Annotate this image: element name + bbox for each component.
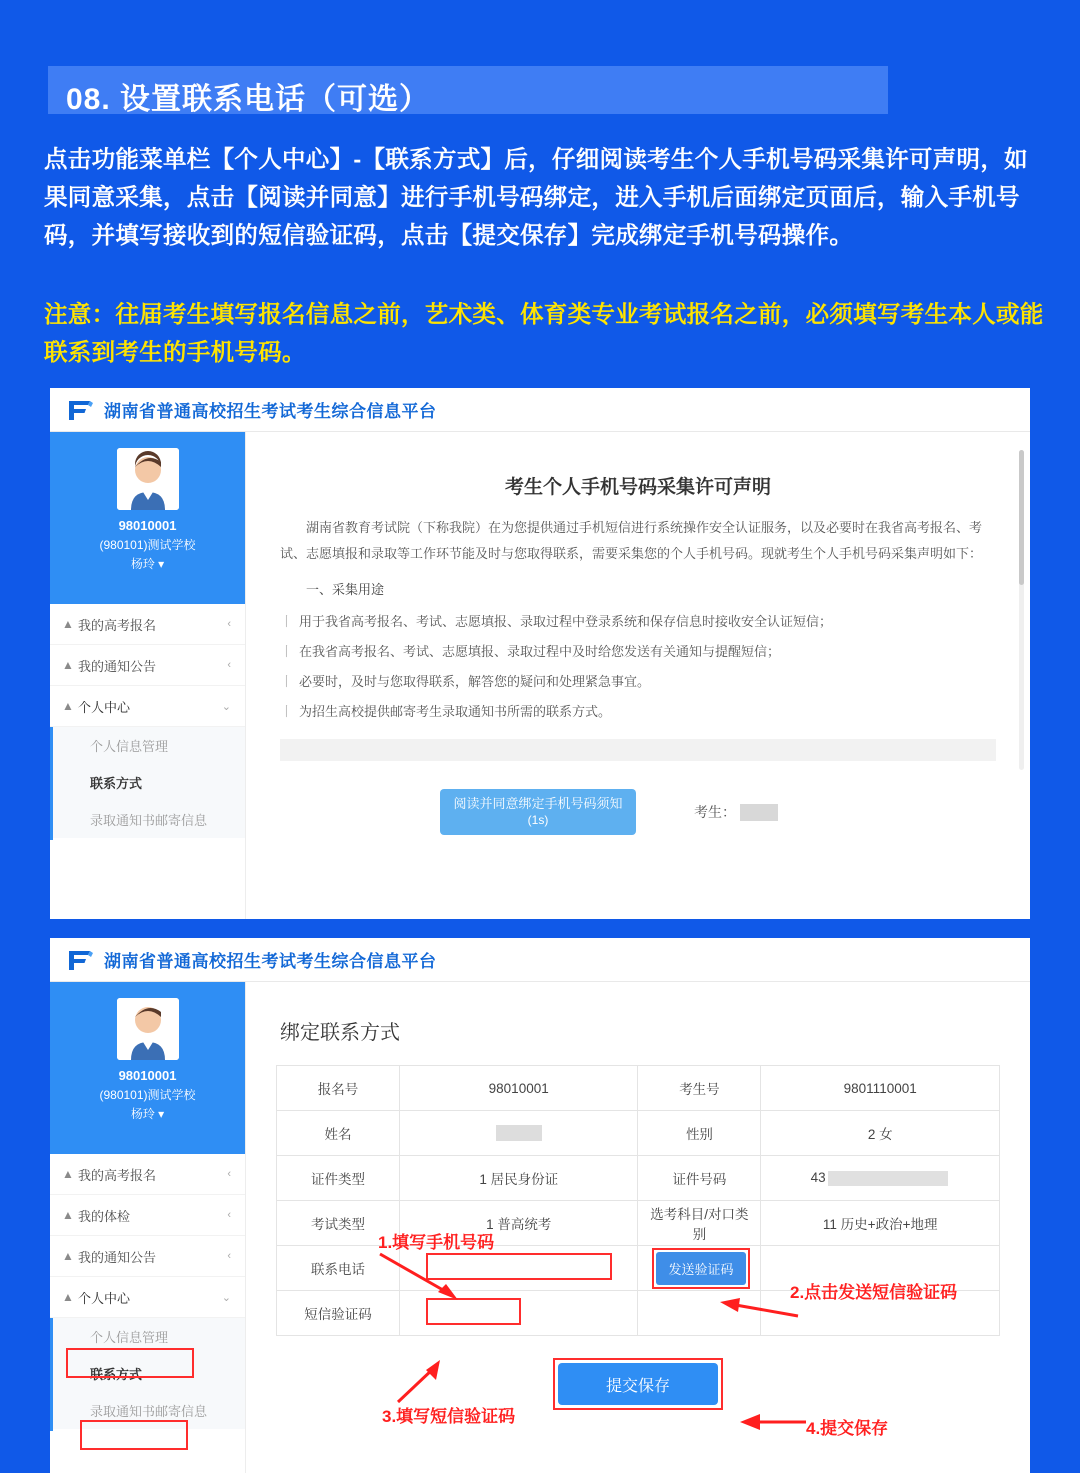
menu-icon: ▲ [62,699,74,713]
chevron-down-icon: ⌄ [221,700,231,713]
annotation-arrow-1 [372,1248,482,1308]
app-title: 湖南省普通高校招生考试考生综合信息平台 [104,402,437,421]
profile-name[interactable]: 杨玲 ▾ [130,1107,165,1121]
avatar [117,998,179,1060]
agree-bind-phone-button[interactable] [440,789,636,835]
scrollbar-thumb[interactable] [1019,450,1024,585]
submit-highlight [553,1358,723,1410]
sidebar-subitem-label: 联系方式 [90,1367,143,1382]
cell-value: 11 历史+政治+地理 [761,1201,1000,1246]
highlight-contact-method [80,1420,188,1450]
cell-value: 2 女 [761,1111,1000,1156]
send-code-cell [638,1246,761,1291]
declaration-item: 丨 必要时，及时与您取得联系，解答您的疑问和处理紧急事宜。 [280,674,651,689]
declaration-content [246,432,1030,919]
sms-label: 短信验证码 [277,1291,400,1336]
table-row [277,1156,1000,1201]
sidebar-item-notices[interactable] [50,645,245,686]
sidebar-subitem-label: 录取通知书邮寄信息 [90,1404,208,1419]
menu-icon: ▲ [62,1249,74,1263]
sidebar-subitem-label: 联系方式 [90,776,143,791]
sidebar-item-label: 我的通知公告 [78,658,157,674]
masked-value [496,1125,542,1141]
menu-icon: ▲ [62,1290,74,1304]
form-title: 绑定联系方式 [280,1022,400,1044]
app-header [50,388,1030,432]
sidebar-menu [50,604,245,838]
sidebar-subitem-label: 录取通知书邮寄信息 [90,813,208,828]
cell-label: 考生号 [638,1066,761,1111]
sidebar-item-label: 个人中心 [78,1290,131,1306]
sidebar-item-gaokao-enroll[interactable] [50,604,245,645]
table-row [277,1111,1000,1156]
cell-label: 性别 [638,1111,761,1156]
submenu-indicator [50,1318,53,1431]
app-header [50,938,1030,982]
profile-card [50,432,245,604]
sidebar-subitem-contact[interactable] [50,764,245,801]
cell-label: 证件类型 [277,1156,400,1201]
bullet-icon: 丨 [280,644,294,659]
menu-icon: ▲ [62,1208,74,1222]
sidebar [50,982,246,1473]
cell-value-masked [399,1111,638,1156]
cell-label: 姓名 [277,1111,400,1156]
cell-label: 考试类型 [277,1201,400,1246]
annotation-arrow-2 [716,1296,806,1326]
profile-name[interactable]: 杨玲 ▾ [130,557,165,571]
page-title: 08. 设置联系电话（可选） [66,83,431,116]
sidebar-subitem-label: 个人信息管理 [90,739,169,754]
sidebar [50,432,246,919]
chevron-down-icon: ⌄ [221,1291,231,1304]
table-row [277,1066,1000,1111]
chevron-right-icon: ‹ [227,1209,231,1221]
cell-label: 选考科目/对口类别 [638,1201,761,1246]
declaration-section: 一、采集用途 [306,582,385,597]
annotation-arrow-3 [382,1358,452,1406]
annotation-4: 4.提交保存 [806,1419,889,1438]
bullet-icon: 丨 [280,614,294,629]
sidebar-item-gaokao-enroll[interactable] [50,1154,245,1195]
sidebar-item-notices[interactable] [50,1236,245,1277]
sidebar-item-personal-center[interactable] [50,686,245,727]
bind-form-content [246,982,1030,1473]
declaration-paragraph: 湖南省教育考试院（下称我院）在为您提供通过手机短信进行系统操作安全认证服务，以及必要时在我省高考报名、考试、志愿填报和录取等工作环节能及时与您取得联系，需要采集您的个人手机号码。现就考生个人手机号码采集声明如下： [280,520,983,561]
note-paragraph: 注意：往届考生填写报名信息之前，艺术类、体育类专业考试报名之前，必须填写考生本人或能联系到考生的手机号码。 [44,301,1044,365]
sidebar-item-label: 我的体检 [78,1208,131,1224]
intro-paragraph: 点击功能菜单栏【个人中心】-【联系方式】后，仔细阅读考生个人手机号码采集许可声明，如果同意采集，点击【阅读并同意】进行手机号码绑定，进入手机后面绑定页面后，输入手机号码，并填写接收到的短信验证码，点击【提交保存】完成绑定手机号码操作。 [44,146,1028,248]
masked-value [828,1171,948,1186]
highlight-personal-center [66,1348,194,1378]
profile-school: (980101)测试学校 [99,538,196,552]
menu-icon: ▲ [62,658,74,672]
agree-button-label: 阅读并同意绑定手机号码须知 [453,796,623,811]
platform-logo-icon [66,947,94,973]
send-code-button[interactable]: 发送验证码 [656,1252,745,1285]
cell-label: 证件号码 [638,1156,761,1201]
examinee-label: 考生： [694,802,778,822]
cell-value: 9801110001 [761,1066,1000,1111]
submit-save-button[interactable]: 提交保存 [558,1363,718,1405]
content-divider [280,739,996,761]
menu-icon: ▲ [62,617,74,631]
sidebar-item-label: 个人中心 [78,699,131,715]
annotation-3: 3.填写短信验证码 [382,1407,516,1426]
bullet-icon: 丨 [280,704,294,719]
profile-id: 98010001 [118,1068,177,1083]
sidebar-item-label: 我的高考报名 [78,617,157,633]
annotation-1: 1.填写手机号码 [378,1233,495,1252]
chevron-right-icon: ‹ [227,1168,231,1180]
sidebar-submenu [50,727,245,838]
sidebar-subitem-mail-info[interactable] [50,801,245,838]
chevron-right-icon: ‹ [227,1250,231,1262]
declaration-item: 丨 在我省高考报名、考试、志愿填报、录取过程中及时给您发送有关通知与提醒短信； [280,644,781,659]
screenshot-bind-form [50,938,1030,1473]
sidebar-menu [50,1154,245,1429]
cell-value: 1 居民身份证 [399,1156,638,1201]
menu-icon: ▲ [62,1167,74,1181]
annotation-arrow-4 [736,1408,816,1438]
app-title: 湖南省普通高校招生考试考生综合信息平台 [104,952,437,971]
cell-value-masked: 43 [761,1156,1000,1201]
sidebar-subitem-personal-info[interactable] [50,727,245,764]
declaration-item: 丨 为招生高校提供邮寄考生录取通知书所需的联系方式。 [280,704,612,719]
profile-id: 98010001 [118,518,177,533]
submenu-indicator [50,727,53,840]
profile-card [50,982,245,1154]
declaration-title: 考生个人手机号码采集许可声明 [504,477,771,498]
sidebar-subitem-label: 个人信息管理 [90,1330,169,1345]
declaration-item: 丨 用于我省高考报名、考试、志愿填报、录取过程中登录系统和保存信息时接收安全认证短信； [280,614,833,629]
profile-school: (980101)测试学校 [99,1088,196,1102]
screenshot-declaration [50,388,1030,919]
send-code-highlight [652,1248,749,1289]
sidebar-item-medical[interactable] [50,1195,245,1236]
cell-value: 1 普高统考 [399,1201,638,1246]
cell-value: 98010001 [399,1066,638,1111]
sidebar-item-label: 我的通知公告 [78,1249,157,1265]
phone-label: 联系电话 [277,1246,400,1291]
sidebar-item-label: 我的高考报名 [78,1167,157,1183]
avatar [117,448,179,510]
agree-button-countdown: (1s) [527,813,549,827]
chevron-right-icon: ‹ [227,618,231,630]
cell-label: 报名号 [277,1066,400,1111]
annotation-2: 2.点击发送短信验证码 [790,1283,958,1302]
platform-logo-icon [66,397,94,423]
bullet-icon: 丨 [280,674,294,689]
chevron-right-icon: ‹ [227,659,231,671]
sidebar-item-personal-center[interactable] [50,1277,245,1318]
masked-value [740,804,778,821]
